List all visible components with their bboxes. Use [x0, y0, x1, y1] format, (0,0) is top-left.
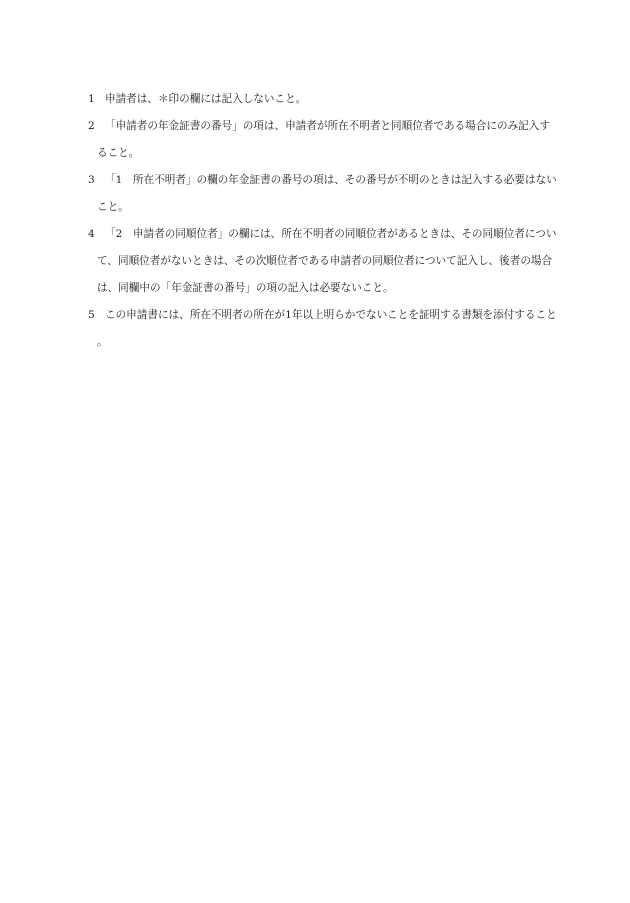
note-text: 「申請者の年金証書の番号」の項は、申請者が所在不明者と同順位者である場合にのみ記入すること。	[97, 120, 550, 159]
note-number: 3	[88, 174, 95, 186]
note-text: 「1 所在不明者」の欄の年金証書の番号の項は、その番号が不明のときは記入する必要はないこと。	[97, 174, 557, 213]
instruction-notes	[88, 86, 558, 356]
note-item	[88, 86, 558, 113]
note-number: 2	[88, 120, 95, 132]
note-text: 「2 申請者の同順位者」の欄には、所在不明者の同順位者があるときは、その同順位者について、同順位者がないときは、その次順位者である申請者の同順位者について記入し、後者の場合は、同欄中の「年金証書の番号」の項の記入は必要ないこと。	[97, 228, 557, 294]
note-number: 5	[88, 309, 95, 321]
note-item	[88, 302, 558, 356]
note-number: 1	[88, 93, 95, 105]
note-item	[88, 221, 558, 302]
note-item	[88, 167, 558, 221]
note-number: 4	[88, 228, 95, 240]
note-item	[88, 113, 558, 167]
note-text: この申請書には、所在不明者の所在が1年以上明らかでないことを証明する書類を添付すること。	[97, 309, 557, 348]
note-text: 申請者は、＊印の欄には記入しないこと。	[105, 93, 307, 105]
